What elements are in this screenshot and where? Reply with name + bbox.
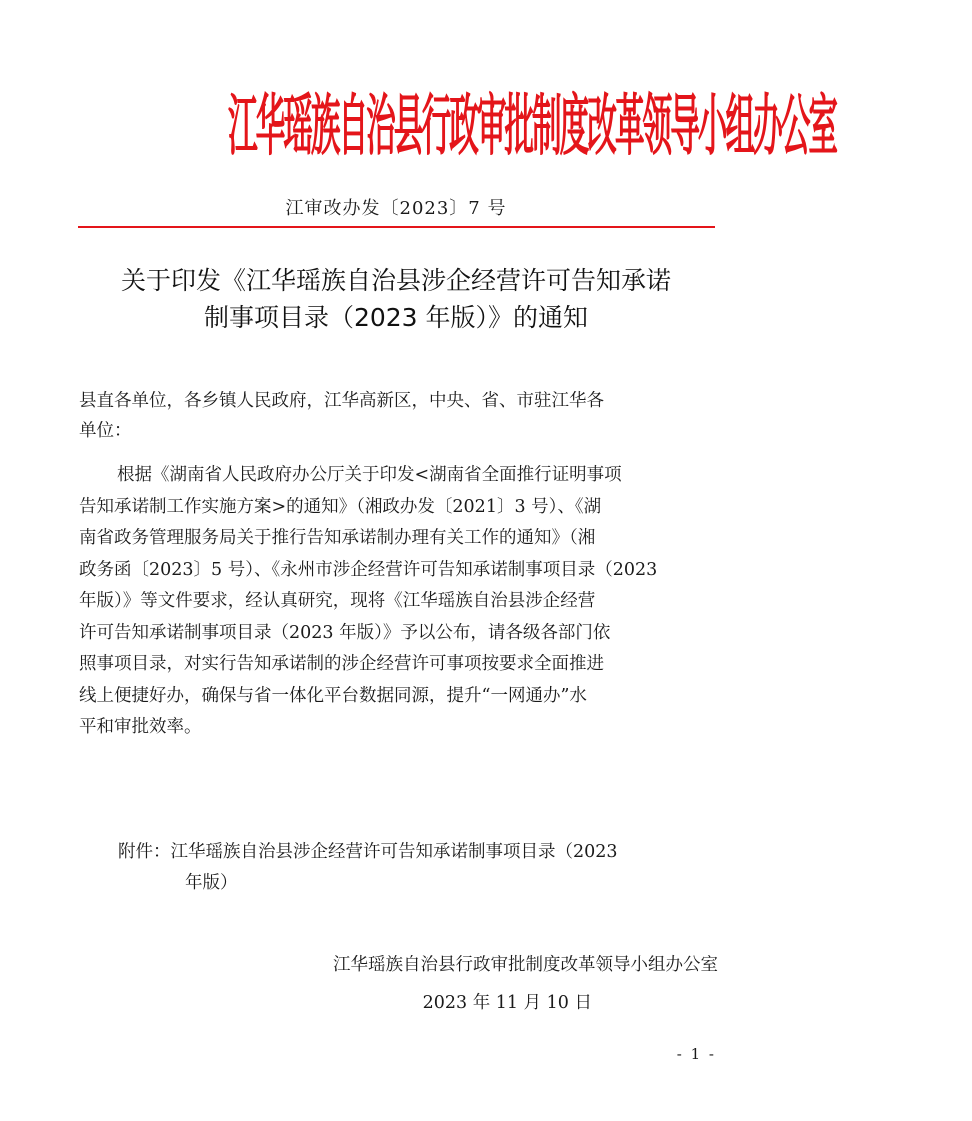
attachment-title-line-1: 江华瑶族自治县涉企经营许可告知承诺制事项目录（2023 bbox=[170, 842, 618, 862]
signature-date: 2023 年 11 月 10 日 bbox=[422, 993, 592, 1013]
addressee bbox=[79, 386, 719, 446]
letterhead bbox=[92, 82, 837, 172]
addressee-line-1: 县直各单位，各乡镇人民政府，江华高新区，中央、省、市驻江华各 bbox=[79, 391, 604, 411]
body-line: 线上便捷好办，确保与省一体化平台数据同源，提升“一网通办”水 bbox=[79, 685, 587, 706]
title-line-1: 关于印发《江华瑶族自治县涉企经营许可告知承诺 bbox=[120, 266, 671, 295]
page-number: - 1 - bbox=[676, 1045, 716, 1063]
body-line: 告知承诺制工作实施方案>的通知》（湘政办发〔2021〕3 号）、《湖 bbox=[79, 496, 602, 517]
body-line: 许可告知承诺制事项目录（2023 年版）》予以公布，请各级各部门依 bbox=[79, 622, 611, 643]
letterhead-org-name: 江华瑶族自治县行政审批制度改革领导小组办公室 bbox=[227, 88, 837, 166]
signature-block bbox=[333, 946, 718, 1022]
attachment-label: 附件： bbox=[118, 842, 171, 862]
body-line: 政务函〔2023〕5 号）、《永州市涉企经营许可告知承诺制事项目录（2023 bbox=[79, 559, 658, 580]
title-line-2: 制事项目录（2023 年版）》的通知 bbox=[203, 303, 589, 332]
attachment-note bbox=[118, 837, 738, 899]
body-line: 年版）》等文件要求，经认真研究，现将《江华瑶族自治县涉企经营 bbox=[79, 591, 596, 611]
body-line: 南省政务管理服务局关于推行告知承诺制办理有关工作的通知》（湘 bbox=[79, 528, 596, 548]
signature-org: 江华瑶族自治县行政审批制度改革领导小组办公室 bbox=[333, 955, 718, 975]
body-line: 平和审批效率。 bbox=[79, 717, 202, 737]
body-line: 根据《湖南省人民政府办公厅关于印发<湖南省全面推行证明事项 bbox=[117, 465, 622, 485]
addressee-line-2: 单位： bbox=[79, 421, 132, 441]
body-paragraph bbox=[79, 460, 719, 744]
attachment-title-line-2: 年版） bbox=[185, 873, 238, 893]
document-title bbox=[60, 262, 732, 336]
document-number: 江审改办发〔2023〕7 号 bbox=[285, 198, 507, 219]
body-line: 照事项目录，对实行告知承诺制的涉企经营许可事项按要求全面推进 bbox=[79, 654, 604, 674]
red-separator-line bbox=[78, 226, 715, 228]
